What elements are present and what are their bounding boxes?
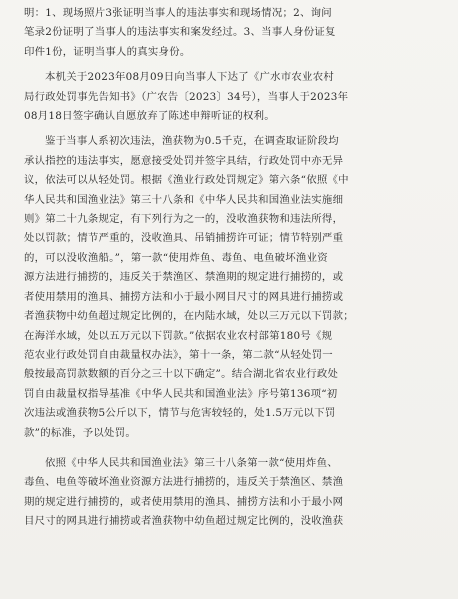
legal-basis-paragraph	[24, 132, 434, 443]
text-line: 般按最高罚款数额的百分之三十以下确定”。结合湖北省农业行政处	[24, 368, 339, 381]
text-line: 范农业行政处罚自由裁量权办法》，第十一条，第二款“从轻处罚一	[24, 348, 333, 361]
text-line: 鉴于当事人系初次违法，渔获物为0.5千克，在调查取证阶段均	[45, 135, 339, 148]
text-line: 依照《中华人民共和国渔业法》第三十八条第一款“使用炸鱼、	[45, 456, 338, 469]
text-line: 则》第二十九条规定，有下列行为之一的，没收渔获物和违法所得，	[24, 213, 344, 226]
text-line: 议，依法可以从轻处罚。根据《渔业行政处罚规定》第六条“依照《中	[24, 174, 349, 187]
text-line: 的，可以没收渔船。”，第一款“使用炸鱼、毒鱼、电鱼破坏渔业资	[24, 251, 328, 264]
decision-paragraph	[24, 454, 434, 532]
text-line: 华人民共和国渔业法》第三十八条和《中华人民共和国渔业法实施细	[24, 193, 344, 206]
text-line: 局行政处罚事先告知书》（广农告〔2023〕34号），当事人于2023年	[24, 90, 349, 103]
notification-paragraph	[24, 68, 434, 126]
text-line: 毒鱼、电鱼等破坏渔业资源方法进行捕捞的，违反关于禁渔区、禁渔	[24, 476, 344, 489]
text-line: 目尺寸的网具进行捕捞或者渔获物中幼鱼超过规定比例的，没收渔获	[24, 515, 344, 528]
text-line: 源方法进行捕捞的，违反关于禁渔区、禁渔期的规定进行捕捞的，或	[24, 271, 344, 284]
text-line: 印件1份，证明当事人的真实身份。	[24, 45, 191, 58]
text-line: 08月18日签字确认自愿放弃了陈述申辩听证的权利。	[24, 110, 275, 123]
text-line: 处以罚款；情节严重的，没收渔具、吊销捕捞许可证；情节特别严重	[24, 232, 344, 245]
evidence-paragraph	[24, 4, 434, 62]
text-line: 次违法或渔获物5公斤以下，情节与危害较轻的，处1.5万元以下罚	[24, 407, 336, 420]
text-line: 款”的标准，予以处罚。	[24, 426, 136, 439]
text-line: 在海洋水域，处以五万元以下罚款。”依据农业农村部第180号《规	[24, 329, 333, 342]
text-line: 者使用禁用的渔具、捕捞方法和小于最小网目尺寸的网具进行捕捞或	[24, 290, 344, 303]
text-line: 承认指控的违法事实，愿意接受处罚并签字具结，行政处罚中亦无异	[24, 154, 344, 167]
text-line: 本机关于2023年08月09日向当事人下达了《广水市农业农村	[45, 71, 334, 84]
text-line: 笔录2份证明了当事人的违法事实和案发经过。3、当事人身份证复	[24, 26, 336, 39]
text-line: 者渔获物中幼鱼超过规定比例的，在内陆水域，处以三万元以下罚款；	[24, 310, 354, 323]
text-line: 罚自由裁量权指导基准《中华人民共和国渔业法》序号第136项“初	[24, 387, 338, 400]
text-line: 明：1、现场照片3张证明当事人的违法事实和现场情况；2、询问	[24, 7, 332, 19]
text-line: 期的规定进行捕捞的，或者使用禁用的渔具、捕捞方法和小于最小网	[24, 495, 344, 508]
